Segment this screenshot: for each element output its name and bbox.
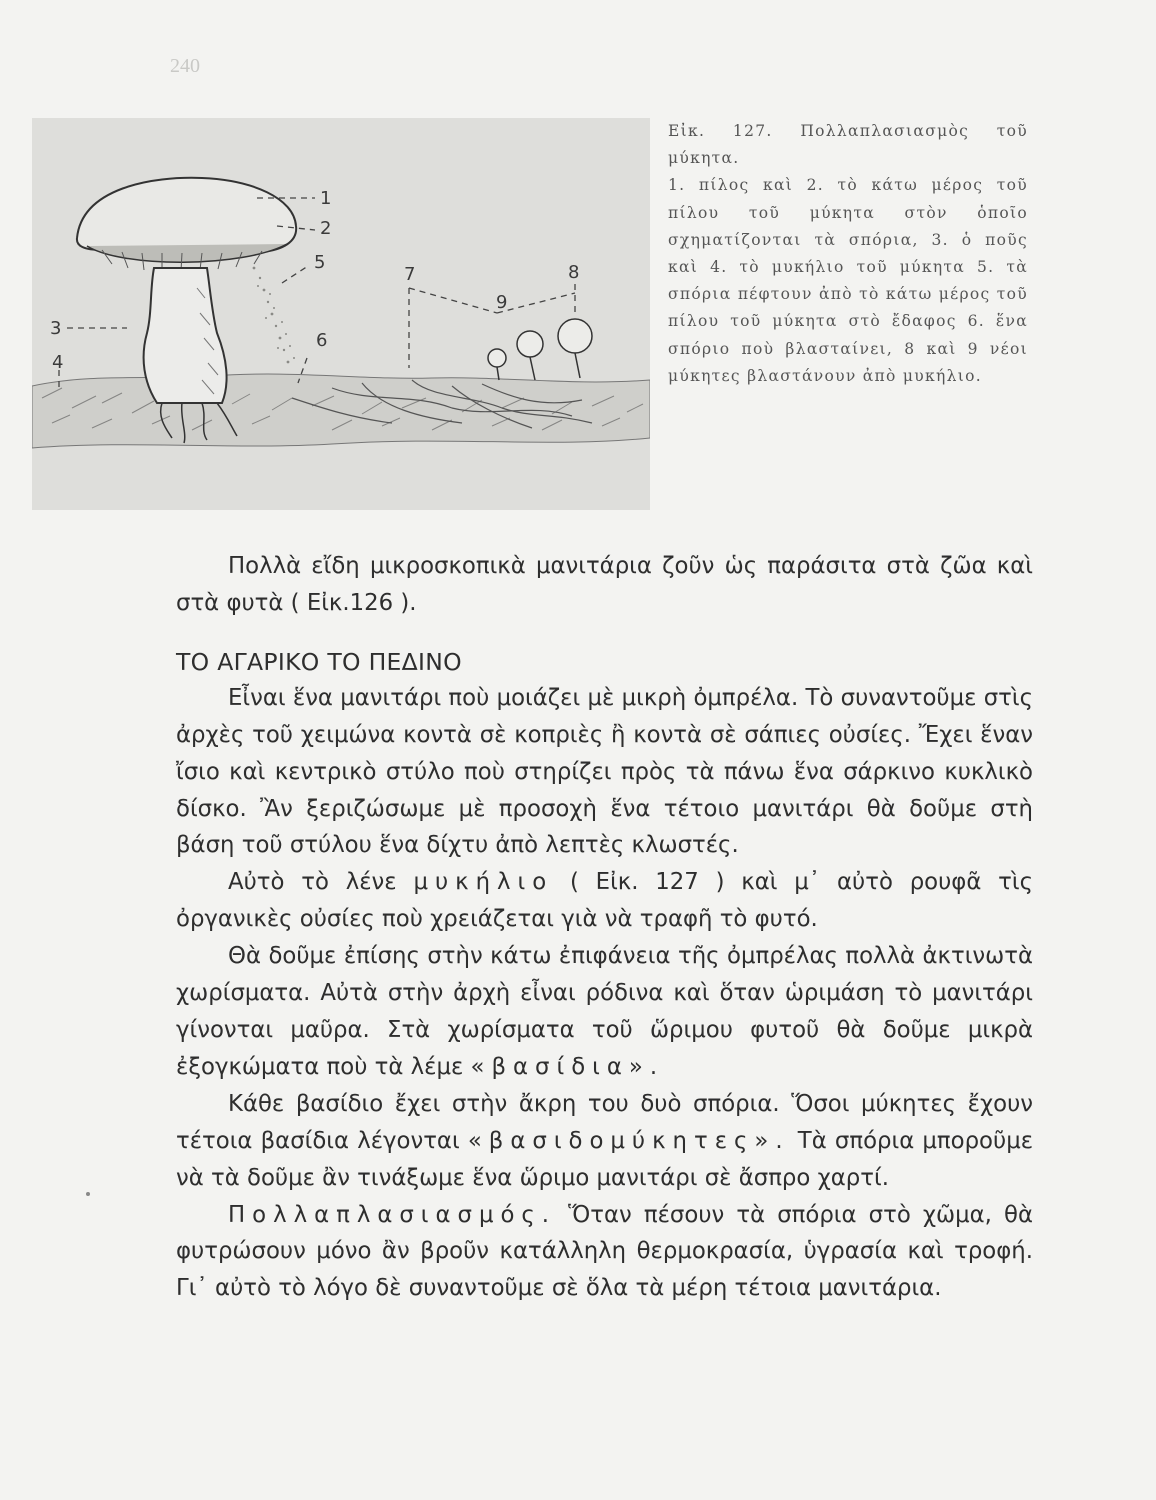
- paragraph-mycelium: [176, 864, 1033, 938]
- spore-cloud: [253, 267, 295, 364]
- term-basidiomycetes: «βασιδομύκητες».: [467, 1127, 790, 1154]
- mushroom-cap: [77, 178, 296, 252]
- figure-label-4: 4: [52, 352, 64, 373]
- body-text: [176, 548, 1033, 1307]
- mushroom-diagram: [32, 118, 650, 510]
- paragraph-reproduction: [176, 1197, 1033, 1308]
- figure-label-3: 3: [50, 318, 62, 339]
- mycelium-rest: ( Εἰκ. 127 ) καὶ μ᾽ αὐτὸ ρουφᾶ τὶς ὀργανικὲς οὐσίες ποὺ χρειάζεται γιὰ νὰ τραφῆ τὸ φυτό.: [176, 869, 1033, 933]
- section-heading: ΤΟ ΑΓΑΡΙΚΟ ΤΟ ΠΕΔΙΝΟ: [176, 647, 462, 676]
- reproduction-text: Ὅταν πέσουν τὰ σπόρια στὸ χῶμα, θὰ φυτρώσουν μόνο ἂν βροῦν κατάλληλη θερμοκρασία, ὑγρασία καὶ τροφή. Γι᾽ αὐτὸ τὸ λόγο δὲ συναντοῦμε σὲ ὅλα τὰ μέρη τέτοια μανιτάρια.: [176, 1201, 1033, 1302]
- page-number: 240: [170, 55, 200, 77]
- figure-label-9: 9: [496, 292, 508, 313]
- paragraph-basidiomycetes: [176, 1086, 1033, 1197]
- figure-label-2: 2: [320, 218, 332, 239]
- term-mycelium: μυκήλιο: [413, 869, 554, 896]
- mushroom-stem: [144, 268, 227, 403]
- mycelium-lead: Αὐτὸ τὸ λένε: [228, 869, 397, 896]
- caption-title: Εἰκ. 127. Πολλαπλασιασμὸς τοῦ μύκητα.: [668, 122, 1028, 168]
- figure-label-7: 7: [404, 264, 416, 285]
- figure-label-6: 6: [316, 330, 328, 351]
- print-speck: [86, 1192, 90, 1196]
- figure-label-8: 8: [568, 262, 580, 283]
- basidia-lead: Κάθε βασίδιο ἔχει στὴν ἄκρη του δυὸ σπόρια. Ὅσοι μύκητες ἔχουν τέτοια βασίδια λέγονται: [176, 1090, 1033, 1154]
- paragraph-description: Εἶναι ἕνα μανιτάρι ποὺ μοιάζει μὲ μικρὴ ὀμπρέλα. Τὸ συναντοῦμε στὶς ἀρχὲς τοῦ χειμώνα κοντὰ σὲ κοπριὲς ἢ κοντὰ σὲ σάπιες οὐσίες. Ἔχει ἕναν ἴσιο καὶ κεντρικὸ στύλο ποὺ στηρίζει πρὸς τὰ πάνω ἕνα σάρκινο κυκλικὸ δίσκο. Ἂν ξεριζώσωμε μὲ προσοχὴ ἕνα τέτοιο μανιτάρι θὰ δοῦμε στὴ βάση τοῦ στύλου ἕνα δίχτυ ἀπὸ λεπτὲς κλωστές.: [176, 684, 1033, 859]
- basidia-rest: Τὰ σπόρια μποροῦμε νὰ τὰ δοῦμε ἂν τινάξωμε ἕνα ὥριμο μανιτάρι σὲ ἄσπρο χαρτί.: [176, 1127, 1034, 1191]
- figure-label-5: 5: [314, 252, 326, 273]
- figure-label-1: 1: [320, 188, 332, 209]
- gills-text: Θὰ δοῦμε ἐπίσης στὴν κάτω ἐπιφάνεια τῆς ὀμπρέλας πολλὰ ἀκτινωτὰ χωρίσματα. Αὐτὰ στὴν ἀρχὴ εἶναι ρόδινα καὶ ὅταν ὡριμάση τὸ μανιτάρι γίνονται μαῦρα. Στὰ χωρίσματα τοῦ ὥριμου φυτοῦ θὰ δοῦμε μικρὰ ἐξογκώματα ποὺ τὰ λέμε: [176, 943, 1033, 1080]
- term-reproduction: Πολλαπλασιασμός.: [228, 1201, 557, 1228]
- young-mushrooms: [488, 319, 592, 380]
- paragraph-gills: [176, 938, 1033, 1086]
- figure-caption: [668, 118, 1028, 390]
- mushroom-illustration: [32, 118, 650, 510]
- caption-body: 1. πίλος καὶ 2. τὸ κάτω μέρος τοῦ πίλου τοῦ μύκητα στὸν ὁποῖο σχηματίζονται τὰ σπόρια, 3. ὁ ποῦς καὶ 4. τὸ μυκήλιο τοῦ μύκητα 5. τὰ σπόρια πέφτουν ἀπὸ τὸ κάτω μέρος τοῦ πίλου τοῦ μύκητα στὸ ἔδαφος 6. ἕνα σπόριο ποὺ βλασταίνει, 8 καὶ 9 νέοι μύκητες βλαστάνουν ἀπὸ μυκήλιο.: [668, 176, 1028, 385]
- intro-paragraph: Πολλὰ εἴδη μικροσκοπικὰ μανιτάρια ζοῦν ὡς παράσιτα στὰ ζῶα καὶ στὰ φυτὰ ( Εἰκ.126 ).: [176, 553, 1033, 616]
- term-basidia: «βασίδια».: [470, 1053, 665, 1080]
